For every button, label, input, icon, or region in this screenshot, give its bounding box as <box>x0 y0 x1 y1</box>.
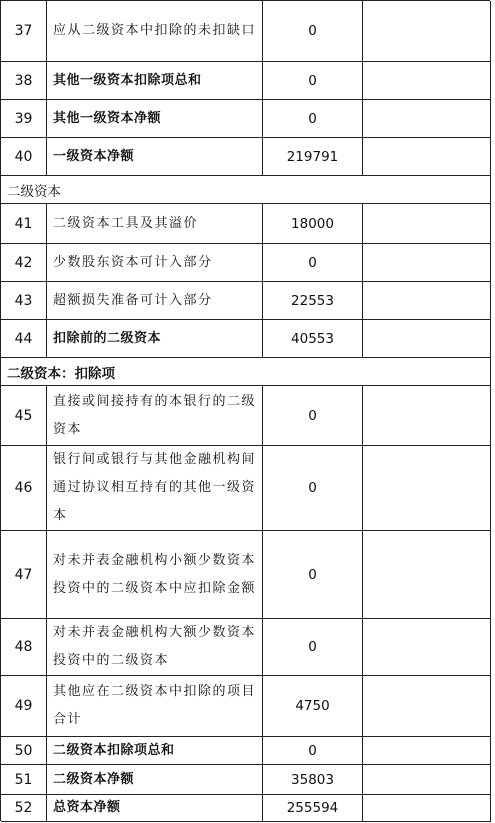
item-name: 超额损失准备可计入部分 <box>47 282 263 319</box>
row-number: 41 <box>1 204 47 243</box>
row-number: 37 <box>1 1 47 61</box>
section-header-row <box>1 358 491 386</box>
item-value: 0 <box>263 1 363 61</box>
section-title: 二级资本 <box>1 176 491 203</box>
row-number: 43 <box>1 282 47 319</box>
row-number: 47 <box>1 531 47 618</box>
item-value: 0 <box>263 531 363 618</box>
item-value: 4750 <box>263 676 363 736</box>
table-row <box>1 320 491 358</box>
table-row <box>1 446 491 531</box>
item-name: 二级资本净额 <box>47 765 263 794</box>
item-value: 18000 <box>263 204 363 243</box>
item-name: 其他一级资本扣除项总和 <box>47 62 263 99</box>
table-row <box>1 795 491 822</box>
row-number: 45 <box>1 386 47 445</box>
item-value: 0 <box>263 244 363 281</box>
item-value: 22553 <box>263 282 363 319</box>
item-name: 对未并表金融机构大额少数资本投资中的二级资本 <box>47 619 263 675</box>
item-value: 0 <box>263 737 363 764</box>
row-number: 48 <box>1 619 47 675</box>
table-row <box>1 282 491 320</box>
table-row <box>1 62 491 100</box>
item-name: 其他应在二级资本中扣除的项目合计 <box>47 676 263 736</box>
item-name: 二级资本工具及其溢价 <box>47 204 263 243</box>
item-value: 0 <box>263 100 363 137</box>
table-row <box>1 619 491 676</box>
empty-cell <box>363 282 491 319</box>
item-value: 0 <box>263 446 363 530</box>
table-row <box>1 531 491 619</box>
item-name: 其他一级资本净额 <box>47 100 263 137</box>
empty-cell <box>363 676 491 736</box>
section-title: 二级资本：扣除项 <box>1 358 491 385</box>
item-name: 对未并表金融机构小额少数资本投资中的二级资本中应扣除金额 <box>47 531 263 618</box>
empty-cell <box>363 138 491 175</box>
empty-cell <box>363 244 491 281</box>
item-name: 总资本净额 <box>47 795 263 821</box>
item-name: 直接或间接持有的本银行的二级资本 <box>47 386 263 445</box>
empty-cell <box>363 1 491 61</box>
item-value: 0 <box>263 386 363 445</box>
empty-cell <box>363 320 491 357</box>
item-name: 应从二级资本中扣除的未扣缺口 <box>47 1 263 61</box>
row-number: 50 <box>1 737 47 764</box>
row-number: 44 <box>1 320 47 357</box>
item-value: 0 <box>263 62 363 99</box>
table-row <box>1 737 491 765</box>
empty-cell <box>363 737 491 764</box>
empty-cell <box>363 62 491 99</box>
row-number: 39 <box>1 100 47 137</box>
empty-cell <box>363 204 491 243</box>
item-name: 扣除前的二级资本 <box>47 320 263 357</box>
empty-cell <box>363 386 491 445</box>
row-number: 42 <box>1 244 47 281</box>
table-row <box>1 138 491 176</box>
item-value: 0 <box>263 619 363 675</box>
empty-cell <box>363 100 491 137</box>
item-value: 35803 <box>263 765 363 794</box>
table-row <box>1 204 491 244</box>
row-number: 49 <box>1 676 47 736</box>
item-value: 219791 <box>263 138 363 175</box>
table-row <box>1 765 491 795</box>
row-number: 46 <box>1 446 47 530</box>
item-name: 一级资本净额 <box>47 138 263 175</box>
item-value: 40553 <box>263 320 363 357</box>
table-row <box>1 386 491 446</box>
table-row <box>1 1 491 62</box>
table-row <box>1 676 491 737</box>
row-number: 52 <box>1 795 47 821</box>
empty-cell <box>363 619 491 675</box>
item-name: 银行间或银行与其他金融机构间通过协议相互持有的其他一级资本 <box>47 446 263 530</box>
empty-cell <box>363 795 491 821</box>
row-number: 51 <box>1 765 47 794</box>
section-header-row <box>1 176 491 204</box>
row-number: 40 <box>1 138 47 175</box>
item-value: 255594 <box>263 795 363 821</box>
empty-cell <box>363 446 491 530</box>
table-row <box>1 100 491 138</box>
empty-cell <box>363 765 491 794</box>
item-name: 少数股东资本可计入部分 <box>47 244 263 281</box>
table-row <box>1 244 491 282</box>
empty-cell <box>363 531 491 618</box>
item-name: 二级资本扣除项总和 <box>47 737 263 764</box>
row-number: 38 <box>1 62 47 99</box>
